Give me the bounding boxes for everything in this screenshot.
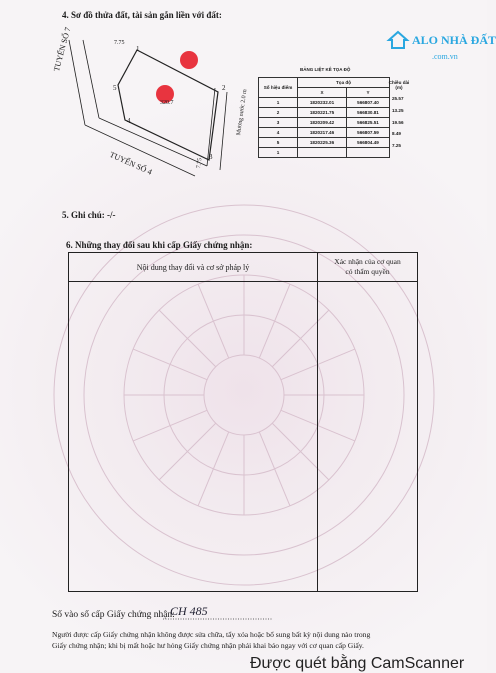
coord-cell-x: 1820232.01 bbox=[298, 98, 347, 108]
coord-cell-x: 1820221.75 bbox=[298, 108, 347, 118]
distance-column bbox=[392, 96, 404, 155]
point-label-1: 1 bbox=[136, 45, 140, 53]
coord-cell-x bbox=[298, 148, 347, 158]
dist-col-header: Chiều dài (m) bbox=[388, 80, 410, 90]
coord-cell-id: 2 bbox=[259, 108, 298, 118]
register-number: CH 485 bbox=[170, 604, 208, 618]
coord-col-point: Số hiệu điểm bbox=[259, 78, 298, 98]
coord-cell-y: 566804.49 bbox=[347, 138, 390, 148]
edge-label-bottom: 7.75 bbox=[196, 157, 204, 169]
changes-col-content: Nội dung thay đổi và cơ sở pháp lý bbox=[69, 253, 318, 282]
coord-table bbox=[258, 77, 390, 158]
area-label: 320.7 bbox=[160, 100, 174, 106]
coord-row bbox=[259, 128, 390, 138]
coord-col-y: Y bbox=[347, 88, 390, 98]
section4-title: 4. Sơ đồ thửa đất, tài sản gắn liền với đất: bbox=[62, 10, 222, 20]
distance-value: 13.25 bbox=[392, 107, 404, 113]
changes-col-confirm-line1: Xác nhận của cơ quan bbox=[334, 257, 401, 266]
changes-col-confirm bbox=[318, 253, 418, 282]
notice-line-2: Giấy chứng nhận; khi bị mất hoặc hư hỏng Giấy chứng nhận phải khai báo ngay với cơ quan cấp Giấy. bbox=[52, 641, 364, 650]
coord-cell-x: 1820217.46 bbox=[298, 128, 347, 138]
coord-table-caption: BẢNG LIỆT KÊ TỌA ĐỘ bbox=[300, 67, 351, 72]
road-label-top: TUYẾN SỐ 7 bbox=[52, 26, 73, 73]
notice-line-1: Người được cấp Giấy chứng nhận không được sửa chữa, tẩy xóa hoặc bổ sung bất kỳ nội dung nào trong bbox=[52, 630, 371, 639]
coord-cell-x: 1820225.36 bbox=[298, 138, 347, 148]
changes-col-confirm-line2: có thẩm quyền bbox=[345, 267, 390, 276]
point-label-3: 3 bbox=[209, 153, 213, 161]
coord-col-x: X bbox=[298, 88, 347, 98]
coord-cell-id: 1 bbox=[259, 148, 298, 158]
changes-table bbox=[68, 252, 418, 592]
edge-label-top: 7.75 bbox=[114, 40, 125, 46]
parcel-sketch bbox=[55, 30, 255, 190]
distance-value: 7.25 bbox=[392, 143, 401, 149]
coord-cell-y: 566825.51 bbox=[347, 118, 390, 128]
watermark-brand: ALO NHÀ ĐẤT bbox=[412, 33, 496, 47]
coord-row bbox=[259, 138, 390, 148]
section5-title: 5. Ghi chú: -/- bbox=[62, 210, 116, 220]
distance-value: 19.56 bbox=[392, 119, 404, 125]
watermark-domain: .com.vn bbox=[432, 52, 458, 61]
coord-col-coord: Tọa độ bbox=[298, 78, 390, 88]
coord-cell-id: 1 bbox=[259, 98, 298, 108]
distance-value: 8.49 bbox=[392, 131, 401, 137]
coord-cell-y: 566807.59 bbox=[347, 128, 390, 138]
register-dotted-line bbox=[163, 617, 273, 621]
camscanner-footer: Được quét bằng CamScanner bbox=[250, 655, 465, 672]
distance-value: 25.57 bbox=[392, 96, 404, 101]
coord-cell-id: 5 bbox=[259, 138, 298, 148]
coord-row bbox=[259, 118, 390, 128]
coord-cell-y: 566830.81 bbox=[347, 108, 390, 118]
coord-cell-y: 566807.40 bbox=[347, 98, 390, 108]
coord-cell-id: 3 bbox=[259, 118, 298, 128]
section6-title: 6. Những thay đổi sau khi cấp Giấy chứng nhận: bbox=[66, 240, 253, 250]
point-label-5: 5 bbox=[113, 84, 117, 92]
coord-row bbox=[259, 148, 390, 158]
point-label-4: 4 bbox=[127, 117, 131, 125]
ditch-label: Mương nước 2.0 m bbox=[236, 88, 249, 136]
changes-content-cell bbox=[69, 282, 318, 592]
coord-cell-x: 1820209.42 bbox=[298, 118, 347, 128]
alo-nha-dat-logo-icon bbox=[388, 30, 408, 50]
coord-cell-y bbox=[347, 148, 390, 158]
coord-row bbox=[259, 108, 390, 118]
changes-confirm-cell bbox=[318, 282, 418, 592]
coord-row bbox=[259, 98, 390, 108]
point-label-2: 2 bbox=[222, 84, 226, 92]
coord-cell-id: 4 bbox=[259, 128, 298, 138]
road-label-bottom: TUYẾN SỐ 4 bbox=[108, 150, 154, 177]
register-label: Số vào sổ cấp Giấy chứng nhận: bbox=[52, 610, 175, 620]
red-marker-1 bbox=[180, 51, 198, 69]
